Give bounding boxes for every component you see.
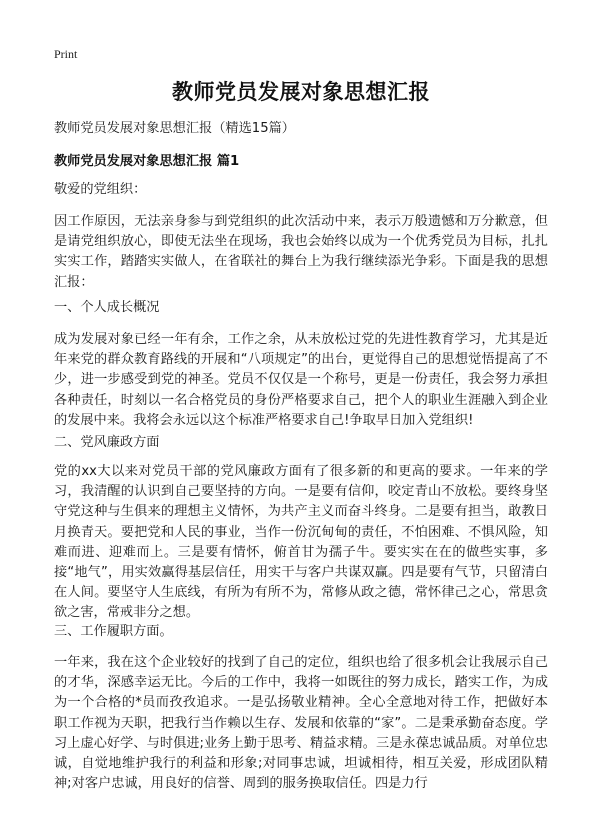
paragraph-personal-growth <box>54 330 548 431</box>
paragraph-integrity <box>54 462 548 624</box>
paragraph-text: 成为发展对象已经一年有余，工作之余，从未放松过党的先进性教育学习，尤其是近年来党的群众教育路线的开展和“八项规定”的出台，更觉得自己的思想觉悟提高了不少，进一步感受到党的神圣。党员不仅仅是一个称号，更是一份责任，我会努力承担各种责任，时刻以一名合格党员的身份严格要求自己，把个人的职业生涯融入到企业的发展中来。我将会永远以这个标准严格要求自己!争取早日加入党组织! <box>54 332 548 428</box>
paragraph-text: 因工作原因，无法亲身参与到党组织的此次活动中来，表示万般遗憾和万分歉意，但是请党组织放心，即使无法坐在现场，我也会始终以成为一个优秀党员为目标，扎扎实实工作，踏踏实实做人，在省联社的舞台上为我行继续添光争彩。下面是我的思想汇报： <box>54 214 548 290</box>
paragraph-work-duties <box>54 653 548 794</box>
print-label[interactable]: Print <box>54 47 78 61</box>
document-subtitle: 教师党员发展对象思想汇报（精选15篇） <box>54 121 295 136</box>
salutation: 敬爱的党组织： <box>54 182 147 197</box>
paragraph-intro <box>54 212 548 293</box>
heading-personal-growth: 一、个人成长概况 <box>54 300 160 315</box>
paragraph-text: 一年来，我在这个企业较好的找到了自己的定位，组织也给了很多机会让我展示自己的才华，深感幸运无比。今后的工作中，我将一如既往的努力成长，踏实工作，为成为一个合格的*员而孜孜追求。一是弘扬敬业精神。全心全意地对待工作，把做好本职工作视为天职，把我行当作赖以生存、发展和依靠的“家”。二是秉承勤奋态度。学习上虚心好学、与时俱进;业务上勤于思考、精益求精。三是永葆忠诚品质。对单位忠诚，自觉地维护我行的利益和形象;对同事忠诚，坦诚相待，相互关爱，形成团队精神;对客户忠诚，用良好的信誉、周到的服务换取信任。四是力行 <box>54 655 548 792</box>
section-title: 教师党员发展对象思想汇报 篇1 <box>54 154 240 169</box>
heading-work-duties: 三、工作履职方面。 <box>54 624 173 639</box>
document-title: 教师党员发展对象思想汇报 <box>172 80 430 104</box>
heading-integrity: 二、党风廉政方面 <box>54 435 160 450</box>
paragraph-text: 党的xx大以来对党员干部的党风廉政方面有了很多新的和更高的要求。一年来的学习，我清醒的认识到自己要坚持的方向。一是要有信仰，咬定青山不放松。要终身坚守党这种与生俱来的理想主义情怀，为共产主义而奋斗终身。二是要有担当，敢教日月换青天。要把党和人民的事业，当作一份沉甸甸的责任，不怕困难、不惧风险，知难而进、迎难而上。三是要有情怀，俯首甘为孺子牛。要实实在在的做些实事，多接“地气”，用实效赢得基层信任，用实干与客户共谋双赢。四是要有气节，只留清白在人间。要坚守人生底线，有所为有所不为，常修从政之德，常怀律己之心，常思贪欲之害，常戒非分之想。 <box>54 464 548 621</box>
